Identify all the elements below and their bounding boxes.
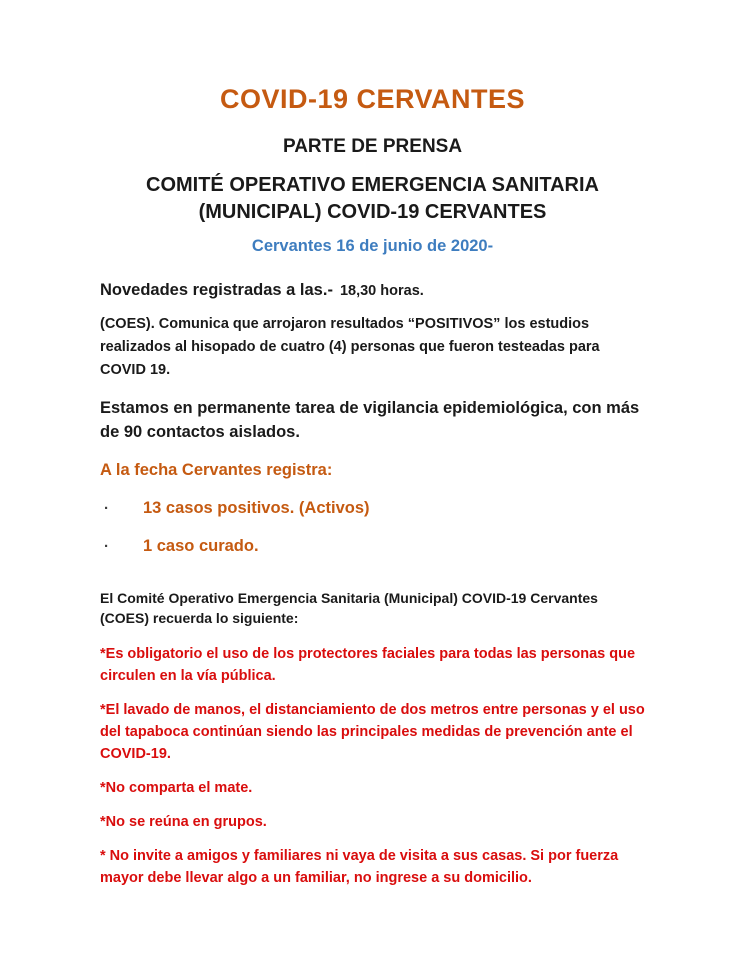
recommendation-no-mate: *No comparta el mate. bbox=[100, 780, 253, 796]
news-time-line bbox=[100, 281, 645, 300]
recommendation-face-shields: *Es obligatorio el uso de los protectores faciales para todas las personas que circulen en la vía pública. bbox=[100, 646, 636, 684]
reminder-intro: El Comité Operativo Emergencia Sanitaria (Municipal) COVID-19 Cervantes (COES) recuerda lo siguiente: bbox=[100, 590, 598, 626]
recommendation-no-groups: *No se reúna en grupos. bbox=[100, 814, 267, 830]
committee-heading: COMITÉ OPERATIVO EMERGENCIA SANITARIA (MUNICIPAL) COVID-19 CERVANTES bbox=[146, 174, 599, 223]
news-label: Novedades registradas a las.- bbox=[100, 281, 333, 299]
press-subtitle: PARTE DE PRENSA bbox=[282, 136, 463, 157]
news-time: 18,30 horas. bbox=[339, 283, 424, 299]
registry-item-text: 13 casos positivos. (Activos) bbox=[143, 499, 370, 517]
recommendation-hand-washing: *El lavado de manos, el distanciamiento de dos metros entre personas y el uso del tapaboca continúan siendo las principales medidas de prevención ante el COVID-19. bbox=[100, 702, 645, 762]
coes-results-paragraph: (COES). Comunica que arrojaron resultados “POSITIVOS” los estudios realizados al hisopado de cuatro (4) personas que fueron testeadas para COVID 19. bbox=[100, 316, 600, 378]
registry-item-text: 1 caso curado. bbox=[143, 537, 259, 555]
recommendation-no-visits: * No invite a amigos y familiares ni vaya de visita a sus casas. Si por fuerza mayor debe llevar algo a un familiar, no ingrese a su domicilio. bbox=[100, 848, 619, 886]
main-title: COVID-19 CERVANTES bbox=[219, 84, 526, 114]
registry-item-positives bbox=[100, 498, 645, 519]
bullet-dot-icon: · bbox=[104, 538, 109, 555]
registry-heading: A la fecha Cervantes registra: bbox=[100, 461, 333, 479]
dateline: Cervantes 16 de junio de 2020- bbox=[251, 237, 494, 255]
registry-item-cured bbox=[100, 536, 645, 557]
bullet-dot-icon: · bbox=[104, 500, 109, 517]
surveillance-paragraph: Estamos en permanente tarea de vigilancia epidemiológica, con más de 90 contactos aislados. bbox=[100, 399, 640, 441]
